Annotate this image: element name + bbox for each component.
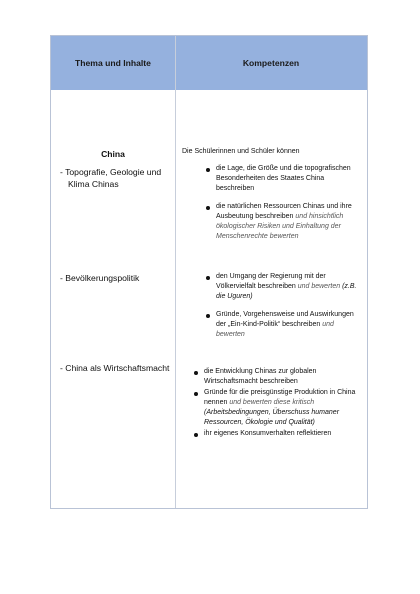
table-header <box>51 36 367 90</box>
competencies-column <box>176 90 367 508</box>
bullet-icon <box>206 314 210 318</box>
competency-item <box>176 388 367 428</box>
competency-item <box>176 164 367 194</box>
competency-text: ihr eigenes Konsumverhalten reflektieren <box>204 430 332 437</box>
header-topics: Thema und Inhalte <box>75 58 151 68</box>
topic-economic-power: - China als Wirtschaftsmacht <box>60 363 170 373</box>
bullet-icon <box>194 433 198 437</box>
competency-text: die natürlichen Ressourcen Chinas und ihre Ausbeutung beschreiben <box>216 203 352 220</box>
competency-evaluation: und bewerten <box>216 321 334 338</box>
competency-item <box>176 367 367 387</box>
bullet-icon <box>194 392 198 396</box>
competency-evaluation: und bewerten diese kritisch <box>229 399 315 406</box>
competency-text: den Umgang der Regierung mit der Völkervielfalt beschreiben <box>216 273 326 290</box>
competency-evaluation: und bewerten <box>297 283 341 290</box>
competency-group-population <box>176 272 367 348</box>
topic-geography: - Topografie, Geologie und Klima Chinas <box>60 167 162 189</box>
bullet-icon <box>206 276 210 280</box>
competency-example: (z.B. die Uguren) <box>216 283 357 300</box>
topics-column <box>51 90 175 508</box>
competency-item <box>176 429 367 439</box>
competency-text: die Entwicklung Chinas zur globalen Wirtschaftsmacht beschreiben <box>204 368 317 385</box>
bullet-icon <box>206 168 210 172</box>
header-competencies: Kompetenzen <box>242 58 300 68</box>
competencies-intro: Die Schülerinnen und Schüler können <box>182 148 300 155</box>
curriculum-table <box>50 35 368 509</box>
competency-text: Gründe, Vorgehensweise und Auswirkungen der „Ein-Kind-Politik“ beschreiben <box>216 311 354 328</box>
competency-group-economy <box>176 367 367 440</box>
competency-item <box>176 202 367 242</box>
competency-group-geography <box>176 164 367 250</box>
competency-item <box>176 310 367 340</box>
topic-title: China <box>101 149 125 159</box>
competency-item <box>176 272 367 302</box>
topic-population-policy: - Bevölkerungspolitik <box>60 273 140 283</box>
competency-example: (Arbeitsbedingungen, Überschuss humaner Ressourcen, Ökologie und Qualität) <box>204 409 340 426</box>
competency-evaluation: und hinsichtlich ökologischer Risiken und Einhaltung der Menschenrechte bewerten <box>216 213 344 240</box>
bullet-icon <box>194 371 198 375</box>
competency-text: die Lage, die Größe und die topografischen Besonderheiten des Staates China beschreiben <box>216 165 351 192</box>
competency-text: Gründe für die preisgünstige Produktion in China nennen <box>204 389 356 406</box>
bullet-icon <box>206 206 210 210</box>
